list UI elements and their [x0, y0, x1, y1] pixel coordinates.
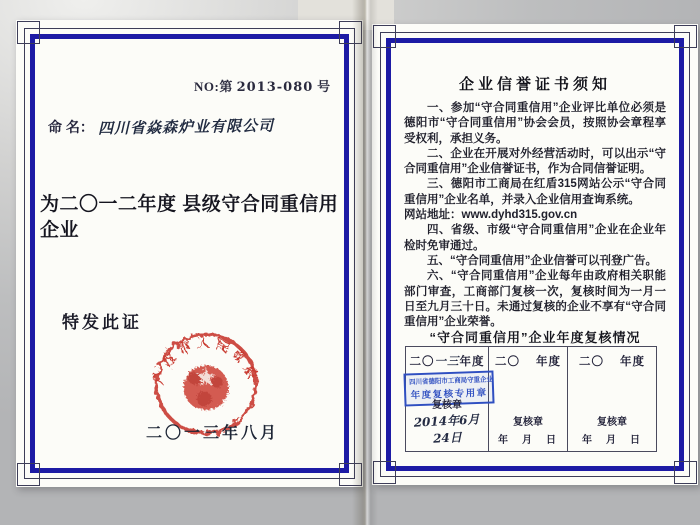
review-column-blank — [489, 347, 568, 451]
seal-emblem — [184, 365, 229, 410]
company-name-line — [48, 116, 274, 137]
notice-paragraph: 五、“守合同重信用”企业信誉可以刊登广告。 — [427, 254, 657, 267]
corner-ornament — [373, 25, 396, 48]
review-column-2013 — [406, 347, 494, 451]
review-date-blank: 年 月 日 — [582, 435, 642, 446]
notice-paragraph: 四、省级、市级“守合同重信用”企业在企业年检时免审通过。 — [404, 224, 666, 252]
notice-title: 企业信誉证书须知 — [458, 76, 611, 93]
review-year-header — [568, 353, 656, 369]
corner-ornament — [674, 461, 697, 484]
review-column-blank — [568, 347, 656, 451]
review-stamp-line1: 四川省德阳市工商局守重企业 — [409, 376, 494, 387]
company-name-handwritten: 四川省焱森炉业有限公司 — [97, 116, 274, 138]
certificate-number-suffix: 号 — [317, 79, 331, 94]
notice-paragraph: 一、参加“守合同重信用”企业评比单位必须是德阳市“守合同重信用”协会会员，按照协会章程享受权利，承担义务。 — [404, 102, 666, 145]
certificate-number-value: 2013-080 — [236, 80, 314, 95]
review-year-header — [489, 353, 567, 369]
review-footer — [489, 413, 567, 446]
corner-ornament — [339, 463, 362, 486]
year-prefix: 二〇 — [579, 356, 604, 368]
review-footer — [406, 396, 488, 446]
name-label: 命 名： — [48, 119, 94, 135]
review-seal-label: 复核章 — [432, 400, 462, 411]
annual-review-table — [405, 346, 657, 452]
grant-statement: 特发此证 — [62, 313, 142, 332]
year-prefix: 二〇 — [409, 356, 435, 368]
award-statement: 为二〇一二年度 县级守合同重信用企业 — [40, 194, 339, 241]
year-suffix: 年度 — [459, 356, 485, 368]
notice-paragraph: 三、德阳市工商局在红盾315网站公示“守合同重信用”企业名单，并录入企业信用查询系统。 — [404, 178, 666, 206]
corner-ornament — [17, 21, 40, 44]
review-seal-label: 复核章 — [597, 417, 627, 428]
review-year-header — [406, 353, 488, 369]
review-footer — [568, 413, 656, 446]
corner-ornament — [339, 21, 362, 44]
review-stamp-line2: 年度复核专用章 — [410, 387, 488, 402]
notice-paragraph: 二、企业在开展对外经营活动时，可以出示“守合同重信用”企业信誉证书，作为合同信誉证明。 — [404, 147, 666, 176]
year-fill-handwritten: 一三 — [434, 354, 460, 368]
corner-ornament — [373, 461, 396, 484]
certificate-left-page — [16, 20, 363, 487]
notice-body — [404, 101, 666, 330]
seal-arc-text: 广汉市人民政府 — [150, 335, 262, 386]
certificate-number-prefix: NO:第 — [194, 79, 233, 94]
review-seal-label: 复核章 — [513, 417, 543, 428]
notice-website-line: 网站地址：www.dyhd315.gov.cn — [404, 209, 578, 222]
review-date-blank: 年 月 日 — [498, 435, 558, 446]
review-section-title: “守合同重信用”企业年度复核情况 — [429, 330, 641, 345]
corner-ornament — [17, 463, 40, 486]
issue-date: 二〇一三年八月 — [146, 425, 280, 442]
notice-paragraph: 六、“守合同重信用”企业每年由政府相关职能部门审查，工商部门复核一次，复核时间为一月一日至九月三十日。未通过复核的企业不享有“守合同重信用”企业荣誉。 — [404, 270, 666, 329]
year-suffix: 年度 — [620, 356, 645, 368]
review-date-handwritten: 2014年6月24日 — [413, 412, 480, 446]
year-prefix: 二〇 — [495, 356, 520, 368]
corner-ornament — [674, 25, 697, 48]
certificate-right-page — [372, 24, 698, 485]
year-suffix: 年度 — [536, 356, 561, 368]
certificate-number — [194, 76, 331, 95]
